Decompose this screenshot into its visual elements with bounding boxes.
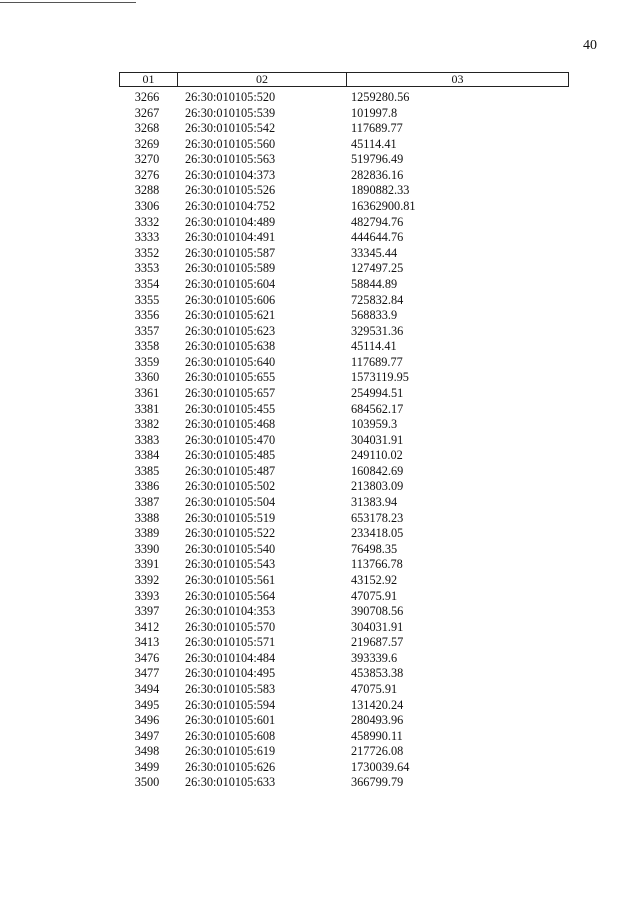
row-number-cell: 3306 <box>134 199 160 214</box>
table-row <box>119 448 569 464</box>
value-cell: 117689.77 <box>351 354 403 369</box>
value-cell: 254994.51 <box>351 385 404 400</box>
value-cell: 444644.76 <box>351 230 404 245</box>
row-number-cell: 3477 <box>134 666 160 681</box>
value-cell: 453853.38 <box>351 666 404 681</box>
cadastral-number-cell: 26:30:010105:468 <box>185 417 276 432</box>
table-row <box>119 277 569 293</box>
value-cell: 684562.17 <box>351 401 404 416</box>
row-number-cell: 3358 <box>134 339 160 354</box>
row-number-cell: 3383 <box>134 432 160 447</box>
cadastral-number-cell: 26:30:010104:489 <box>185 214 276 229</box>
cadastral-number-cell: 26:30:010105:621 <box>185 308 276 323</box>
value-cell: 519796.49 <box>351 152 404 167</box>
value-cell: 31383.94 <box>351 495 398 510</box>
scan-artifact-line <box>0 2 136 3</box>
cadastral-number-cell: 26:30:010104:752 <box>185 199 276 214</box>
cadastral-number-cell: 26:30:010105:564 <box>185 588 276 603</box>
row-number-cell: 3353 <box>134 261 160 276</box>
table-row <box>119 433 569 449</box>
value-cell: 1573119.95 <box>351 370 409 385</box>
value-cell: 103959.3 <box>351 417 398 432</box>
cadastral-number-cell: 26:30:010105:526 <box>185 183 276 198</box>
row-number-cell: 3388 <box>134 510 160 525</box>
table-row <box>119 261 569 277</box>
page-number: 40 <box>583 38 597 53</box>
row-number-cell: 3476 <box>134 650 160 665</box>
table-row <box>119 402 569 418</box>
row-number-cell: 3356 <box>134 308 160 323</box>
value-cell: 280493.96 <box>351 713 404 728</box>
table-row <box>119 308 569 324</box>
row-number-cell: 3390 <box>134 541 160 556</box>
value-cell: 47075.91 <box>351 588 398 603</box>
cadastral-number-cell: 26:30:010105:485 <box>185 448 276 463</box>
cadastral-number-cell: 26:30:010105:571 <box>185 635 276 650</box>
row-number-cell: 3500 <box>134 775 160 790</box>
table-row <box>119 230 569 246</box>
row-number-cell: 3393 <box>134 588 160 603</box>
value-cell: 1259280.56 <box>351 90 410 104</box>
row-number-cell: 3392 <box>134 572 160 587</box>
cadastral-number-cell: 26:30:010105:657 <box>185 385 276 400</box>
row-number-cell: 3276 <box>134 167 160 182</box>
cadastral-number-cell: 26:30:010105:655 <box>185 370 276 385</box>
table-row <box>119 168 569 184</box>
table-row <box>119 573 569 589</box>
value-cell: 101997.8 <box>351 105 398 120</box>
value-cell: 76498.35 <box>351 541 398 556</box>
cadastral-number-cell: 26:30:010105:640 <box>185 354 276 369</box>
cadastral-number-cell: 26:30:010105:470 <box>185 432 276 447</box>
table-row <box>119 744 569 760</box>
cadastral-number-cell: 26:30:010105:542 <box>185 121 276 136</box>
cadastral-number-cell: 26:30:010105:606 <box>185 292 276 307</box>
value-cell: 127497.25 <box>351 261 404 276</box>
row-number-cell: 3354 <box>134 276 160 291</box>
cadastral-number-cell: 26:30:010105:540 <box>185 541 276 556</box>
cadastral-number-cell: 26:30:010105:522 <box>185 526 276 541</box>
value-cell: 366799.79 <box>351 775 404 790</box>
cadastral-number-cell: 26:30:010105:638 <box>185 339 276 354</box>
cadastral-number-cell: 26:30:010104:495 <box>185 666 276 681</box>
value-cell: 390708.56 <box>351 604 404 619</box>
cadastral-number-cell: 26:30:010105:520 <box>185 90 276 104</box>
cadastral-number-cell: 26:30:010105:583 <box>185 681 276 696</box>
row-number-cell: 3332 <box>134 214 160 229</box>
row-number-cell: 3496 <box>134 713 160 728</box>
value-cell: 568833.9 <box>351 308 398 323</box>
cadastral-number-cell: 26:30:010105:601 <box>185 713 276 728</box>
cadastral-number-cell: 26:30:010105:633 <box>185 775 276 790</box>
row-number-cell: 3497 <box>134 728 160 743</box>
table-row <box>119 526 569 542</box>
table-row <box>119 324 569 340</box>
value-cell: 47075.91 <box>351 681 398 696</box>
value-cell: 329531.36 <box>351 323 404 338</box>
row-number-cell: 3267 <box>134 105 160 120</box>
row-number-cell: 3385 <box>134 463 160 478</box>
cadastral-number-cell: 26:30:010105:487 <box>185 463 276 478</box>
row-number-cell: 3499 <box>134 759 160 774</box>
table-row <box>119 183 569 199</box>
table-row <box>119 355 569 371</box>
row-number-cell: 3382 <box>134 417 160 432</box>
cadastral-number-cell: 26:30:010105:594 <box>185 697 276 712</box>
row-number-cell: 3266 <box>134 90 160 104</box>
cadastral-number-cell: 26:30:010105:604 <box>185 276 276 291</box>
cadastral-number-cell: 26:30:010105:543 <box>185 557 276 572</box>
cadastral-number-cell: 26:30:010105:563 <box>185 152 276 167</box>
value-cell: 304031.91 <box>351 432 404 447</box>
value-cell: 458990.11 <box>351 728 403 743</box>
header-col-02: 02 <box>178 73 347 86</box>
table-row <box>119 542 569 558</box>
table-row <box>119 604 569 620</box>
cadastral-number-cell: 26:30:010104:353 <box>185 604 276 619</box>
table-row <box>119 511 569 527</box>
value-cell: 482794.76 <box>351 214 404 229</box>
cadastral-number-cell: 26:30:010105:589 <box>185 261 276 276</box>
table-body <box>119 90 569 791</box>
row-number-cell: 3381 <box>134 401 160 416</box>
cadastral-number-cell: 26:30:010105:608 <box>185 728 276 743</box>
value-cell: 233418.05 <box>351 526 404 541</box>
table-row <box>119 370 569 386</box>
value-cell: 653178.23 <box>351 510 404 525</box>
cadastral-number-cell: 26:30:010105:455 <box>185 401 276 416</box>
table-row <box>119 666 569 682</box>
cadastral-number-cell: 26:30:010105:623 <box>185 323 276 338</box>
value-cell: 1890882.33 <box>351 183 410 198</box>
value-cell: 45114.41 <box>351 339 397 354</box>
table-row <box>119 495 569 511</box>
table-row <box>119 479 569 495</box>
value-cell: 213803.09 <box>351 479 404 494</box>
table-row <box>119 339 569 355</box>
table-row <box>119 698 569 714</box>
row-number-cell: 3386 <box>134 479 160 494</box>
value-cell: 58844.89 <box>351 276 398 291</box>
value-cell: 304031.91 <box>351 619 404 634</box>
table-row <box>119 464 569 480</box>
table-row <box>119 90 569 106</box>
header-col-03: 03 <box>451 72 464 86</box>
value-cell: 219687.57 <box>351 635 404 650</box>
table-row <box>119 106 569 122</box>
table-header <box>119 72 569 87</box>
row-number-cell: 3498 <box>134 744 160 759</box>
table-row <box>119 775 569 791</box>
value-cell: 33345.44 <box>351 245 398 260</box>
table-row <box>119 386 569 402</box>
table-row <box>119 713 569 729</box>
table-row <box>119 557 569 573</box>
value-cell: 45114.41 <box>351 136 397 151</box>
cadastral-number-cell: 26:30:010104:491 <box>185 230 276 245</box>
value-cell: 217726.08 <box>351 744 404 759</box>
row-number-cell: 3391 <box>134 557 160 572</box>
value-cell: 16362900.81 <box>351 199 416 214</box>
table-row <box>119 589 569 605</box>
cadastral-number-cell: 26:30:010105:539 <box>185 105 276 120</box>
row-number-cell: 3360 <box>134 370 160 385</box>
value-cell: 282836.16 <box>351 167 404 182</box>
row-number-cell: 3413 <box>134 635 160 650</box>
cadastral-number-cell: 26:30:010104:373 <box>185 167 276 182</box>
cadastral-number-cell: 26:30:010104:484 <box>185 650 276 665</box>
row-number-cell: 3268 <box>134 121 160 136</box>
value-cell: 393339.6 <box>351 650 398 665</box>
row-number-cell: 3269 <box>134 136 160 151</box>
row-number-cell: 3397 <box>134 604 160 619</box>
cadastral-number-cell: 26:30:010105:502 <box>185 479 276 494</box>
row-number-cell: 3333 <box>134 230 160 245</box>
row-number-cell: 3384 <box>134 448 160 463</box>
value-cell: 113766.78 <box>351 557 403 572</box>
table-row <box>119 121 569 137</box>
row-number-cell: 3495 <box>134 697 160 712</box>
table-row <box>119 635 569 651</box>
value-cell: 725832.84 <box>351 292 404 307</box>
cadastral-number-cell: 26:30:010105:570 <box>185 619 276 634</box>
cadastral-number-cell: 26:30:010105:587 <box>185 245 276 260</box>
row-number-cell: 3355 <box>134 292 160 307</box>
row-number-cell: 3412 <box>134 619 160 634</box>
table-row <box>119 682 569 698</box>
header-col-01: 01 <box>120 73 178 86</box>
value-cell: 249110.02 <box>351 448 403 463</box>
cadastral-number-cell: 26:30:010105:504 <box>185 495 276 510</box>
row-number-cell: 3361 <box>134 385 160 400</box>
table-row <box>119 620 569 636</box>
row-number-cell: 3357 <box>134 323 160 338</box>
row-number-cell: 3387 <box>134 495 160 510</box>
table-row <box>119 152 569 168</box>
table-row <box>119 137 569 153</box>
table-row <box>119 199 569 215</box>
row-number-cell: 3389 <box>134 526 160 541</box>
cadastral-number-cell: 26:30:010105:519 <box>185 510 276 525</box>
row-number-cell: 3270 <box>134 152 160 167</box>
table-row <box>119 215 569 231</box>
table-row <box>119 729 569 745</box>
table-row <box>119 417 569 433</box>
row-number-cell: 3359 <box>134 354 160 369</box>
cadastral-number-cell: 26:30:010105:560 <box>185 136 276 151</box>
value-cell: 1730039.64 <box>351 759 410 774</box>
table-row <box>119 760 569 776</box>
cadastral-number-cell: 26:30:010105:561 <box>185 572 276 587</box>
value-cell: 160842.69 <box>351 463 404 478</box>
value-cell: 43152.92 <box>351 572 398 587</box>
cadastral-number-cell: 26:30:010105:626 <box>185 759 276 774</box>
value-cell: 117689.77 <box>351 121 403 136</box>
table-row <box>119 293 569 309</box>
table-row <box>119 246 569 262</box>
table-row <box>119 651 569 667</box>
row-number-cell: 3494 <box>134 681 160 696</box>
row-number-cell: 3352 <box>134 245 160 260</box>
cadastral-number-cell: 26:30:010105:619 <box>185 744 276 759</box>
value-cell: 131420.24 <box>351 697 404 712</box>
row-number-cell: 3288 <box>134 183 160 198</box>
